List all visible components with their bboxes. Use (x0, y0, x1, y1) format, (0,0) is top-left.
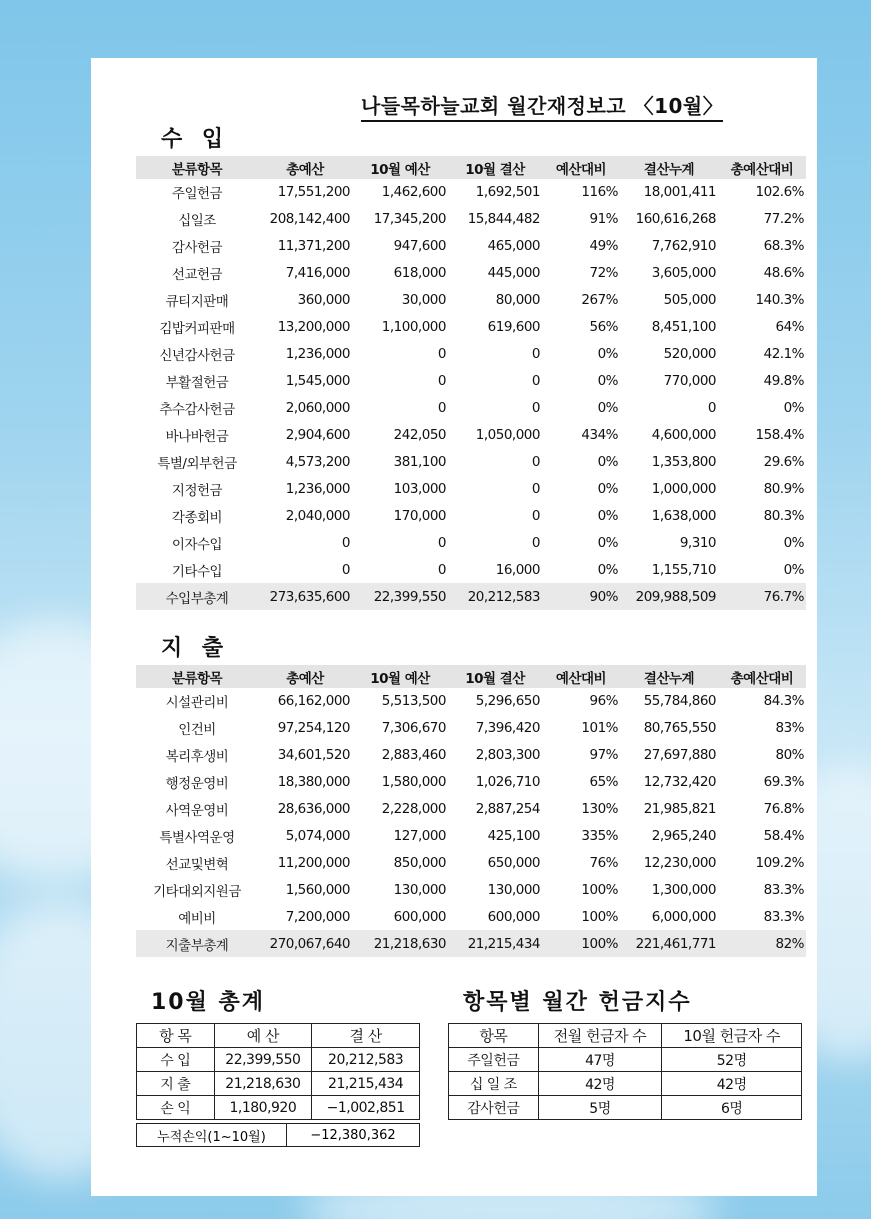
cell-value: 80% (775, 747, 804, 764)
cell-value: 0% (783, 399, 804, 416)
row-label: 감사헌금 (171, 240, 223, 257)
col-header: 분류항목 (136, 156, 258, 179)
cell-value: 1,580,000 (381, 774, 446, 791)
cell-value: 91% (589, 211, 618, 228)
cell-value: 80,765,550 (643, 720, 716, 737)
cell-value: 80,000 (495, 292, 540, 309)
table-row (136, 314, 806, 341)
cell-value: 17,345,200 (373, 211, 446, 228)
cell-value: 140.3% (755, 292, 804, 309)
cell-value: 12,732,420 (643, 774, 716, 791)
cell-value: 1,545,000 (285, 373, 350, 390)
cell-value: 221,461,771 (620, 930, 718, 957)
cell-value: 5,513,500 (381, 693, 446, 710)
cell-value: 770,000 (663, 373, 716, 390)
cell-value: 1,236,000 (285, 346, 350, 363)
expense-table (136, 665, 806, 957)
cell-value: 55,784,860 (643, 693, 716, 710)
cell-value: 83% (775, 720, 804, 737)
table-row (136, 904, 806, 931)
summary-item: 지 출 (137, 1072, 215, 1096)
cell-value: 11,200,000 (277, 855, 350, 872)
table-row (136, 823, 806, 850)
cell-value: 0% (597, 453, 618, 470)
cell-value: 15,844,482 (467, 211, 540, 228)
summary-row (137, 1048, 420, 1072)
cell-value: 109.2% (755, 855, 804, 872)
col-header: 예 산 (214, 1024, 312, 1048)
cash-prev: 5명 (538, 1096, 662, 1120)
cell-value: 0 (341, 561, 350, 578)
row-label: 시설관리비 (165, 695, 229, 712)
row-label: 주일헌금 (171, 186, 223, 203)
cell-value: 72% (589, 265, 618, 282)
cell-value: 76% (589, 855, 618, 872)
col-header: 10월 예산 (352, 156, 448, 179)
cell-value: 170,000 (393, 507, 446, 524)
col-header: 항목 (449, 1024, 539, 1048)
cell-value: 18,001,411 (643, 184, 716, 201)
col-header: 10월 결산 (448, 665, 542, 688)
cell-value: 520,000 (663, 346, 716, 363)
col-header: 결 산 (312, 1024, 420, 1048)
cell-value: 209,988,509 (620, 583, 718, 610)
table-row (136, 179, 806, 206)
cell-value: 130% (581, 801, 618, 818)
cell-value: 0% (597, 480, 618, 497)
report-title: 나들목하늘교회 월간재정보고 〈10월〉 (361, 94, 723, 122)
cell-value: 335% (581, 828, 618, 845)
cell-value: 29.6% (763, 453, 804, 470)
cell-value: 7,396,420 (475, 720, 540, 737)
cell-value: 97,254,120 (277, 720, 350, 737)
cell-value: 42.1% (763, 346, 804, 363)
table-row (136, 395, 806, 422)
cell-value: 0 (437, 373, 446, 390)
cell-value: 7,762,910 (651, 238, 716, 255)
row-label: 지정헌금 (171, 482, 223, 499)
cell-value: 12,230,000 (643, 855, 716, 872)
col-header: 항 목 (137, 1024, 215, 1048)
col-header: 결산누계 (620, 665, 718, 688)
cell-value: 850,000 (393, 855, 446, 872)
cash-row (449, 1072, 802, 1096)
cell-value: 1,560,000 (285, 882, 350, 899)
cell-value: 434% (581, 426, 618, 443)
income-table (136, 156, 806, 610)
table-row (136, 850, 806, 877)
cell-value: 0 (531, 399, 540, 416)
cell-value: 11,371,200 (277, 238, 350, 255)
total-row (136, 583, 806, 610)
cell-value: 2,883,460 (381, 747, 446, 764)
cell-value: 0% (597, 561, 618, 578)
cell-value: 76.8% (763, 801, 804, 818)
cell-value: 4,600,000 (651, 426, 716, 443)
cell-value: 83.3% (763, 882, 804, 899)
cell-value: 0% (597, 507, 618, 524)
table-row (136, 341, 806, 368)
row-label: 부활절헌금 (165, 375, 229, 392)
cumulative-value: −12,380,362 (310, 1127, 396, 1143)
cell-value: 64% (775, 319, 804, 336)
cash-row (449, 1048, 802, 1072)
expense-heading: 지 출 (161, 636, 230, 661)
table-row (136, 796, 806, 823)
table-row (136, 688, 806, 715)
cumulative-profit-box (136, 1123, 420, 1147)
cell-value: 1,300,000 (651, 882, 716, 899)
cell-value: 27,697,880 (643, 747, 716, 764)
table-row (136, 556, 806, 583)
cell-value: 90% (542, 583, 620, 610)
cell-value: 2,803,300 (475, 747, 540, 764)
cell-value: 0 (437, 534, 446, 551)
cell-value: 1,638,000 (651, 507, 716, 524)
cell-value: 30,000 (401, 292, 446, 309)
cell-value: 160,616,268 (635, 211, 716, 228)
table-row (136, 260, 806, 287)
col-header: 10월 결산 (448, 156, 542, 179)
summary-table (136, 1023, 420, 1120)
row-label: 특별사역운영 (159, 830, 235, 847)
cell-value: 21,218,630 (352, 930, 448, 957)
cell-value: 600,000 (487, 908, 540, 925)
cell-value: 0% (597, 346, 618, 363)
cash-current: 42명 (662, 1072, 802, 1096)
table-row (136, 715, 806, 742)
row-label: 수입부총계 (136, 583, 258, 610)
cell-value: 34,601,520 (277, 747, 350, 764)
row-label: 각종회비 (171, 509, 223, 526)
table-row (136, 421, 806, 448)
cell-value: 425,100 (487, 828, 540, 845)
summary-item: 손 익 (137, 1096, 215, 1120)
row-label: 십일조 (178, 213, 216, 230)
cell-value: 49.8% (763, 373, 804, 390)
cell-value: 267% (581, 292, 618, 309)
table-row (136, 206, 806, 233)
cell-value: 381,100 (393, 453, 446, 470)
cash-table (448, 1023, 802, 1120)
row-label: 김밥커피판매 (159, 321, 235, 338)
cell-value: 465,000 (487, 238, 540, 255)
cell-value: 2,040,000 (285, 507, 350, 524)
cell-value: 0 (531, 346, 540, 363)
cell-value: 103,000 (393, 480, 446, 497)
cell-value: 97% (589, 747, 618, 764)
cell-value: 2,228,000 (381, 801, 446, 818)
row-label: 복리후생비 (165, 749, 229, 766)
cash-header-row (449, 1024, 802, 1048)
cell-value: 7,306,670 (381, 720, 446, 737)
cell-value: 65% (589, 774, 618, 791)
cash-item: 십 일 조 (449, 1072, 539, 1096)
cell-value: 273,635,600 (258, 583, 352, 610)
cell-value: 69.3% (763, 774, 804, 791)
table-row (136, 877, 806, 904)
cell-value: 445,000 (487, 265, 540, 282)
cash-heading: 항목별 월간 헌금지수 (463, 990, 692, 1015)
cell-value: 80.9% (763, 480, 804, 497)
cell-value: 1,050,000 (475, 426, 540, 443)
col-header: 총예산 (258, 156, 352, 179)
cell-value: 100% (581, 908, 618, 925)
cell-value: 0 (341, 534, 350, 551)
cell-value: 505,000 (663, 292, 716, 309)
cell-value: 0% (783, 534, 804, 551)
row-label: 기타수입 (171, 563, 223, 580)
cell-value: 5,296,650 (475, 693, 540, 710)
cash-current: 6명 (662, 1096, 802, 1120)
table-row (136, 529, 806, 556)
cell-value: 2,904,600 (285, 426, 350, 443)
income-header-row (136, 156, 806, 179)
summary-actual: 21,215,434 (312, 1072, 420, 1096)
table-row (136, 287, 806, 314)
row-label: 특별/외부헌금 (157, 455, 237, 472)
cash-item: 주일헌금 (449, 1048, 539, 1072)
expense-rows (136, 688, 806, 957)
cell-value: 116% (581, 184, 618, 201)
income-heading: 수 입 (161, 127, 230, 152)
cell-value: 208,142,400 (269, 211, 350, 228)
cell-value: 68.3% (763, 238, 804, 255)
row-label: 큐티지판매 (165, 294, 229, 311)
cell-value: 18,380,000 (277, 774, 350, 791)
col-header: 10월 헌금자 수 (662, 1024, 802, 1048)
summary-row (137, 1096, 420, 1120)
cash-row (449, 1096, 802, 1120)
cell-value: 2,965,240 (651, 828, 716, 845)
row-label: 이자수입 (171, 536, 223, 553)
cell-value: 101% (581, 720, 618, 737)
cell-value: 21,985,821 (643, 801, 716, 818)
cell-value: 600,000 (393, 908, 446, 925)
summary-row (137, 1072, 420, 1096)
table-row (136, 233, 806, 260)
table-row (136, 368, 806, 395)
cell-value: 0 (531, 534, 540, 551)
cell-value: 100% (542, 930, 620, 957)
cell-value: 84.3% (763, 693, 804, 710)
cell-value: 0% (597, 399, 618, 416)
table-row (136, 502, 806, 529)
row-label: 기타대외지원금 (153, 884, 241, 901)
cell-value: 22,399,550 (352, 583, 448, 610)
income-rows (136, 179, 806, 610)
cash-item: 감사헌금 (449, 1096, 539, 1120)
cell-value: 0 (531, 373, 540, 390)
cell-value: 619,600 (487, 319, 540, 336)
col-header: 예산대비 (542, 665, 620, 688)
summary-actual: −1,002,851 (312, 1096, 420, 1120)
col-header: 10월 예산 (352, 665, 448, 688)
cell-value: 1,462,600 (381, 184, 446, 201)
total-row (136, 930, 806, 957)
cell-value: 0 (707, 399, 716, 416)
cell-value: 56% (589, 319, 618, 336)
summary-budget: 21,218,630 (214, 1072, 312, 1096)
cell-value: 9,310 (679, 534, 716, 551)
cash-prev: 47명 (538, 1048, 662, 1072)
cell-value: 100% (581, 882, 618, 899)
cell-value: 3,605,000 (651, 265, 716, 282)
table-row (136, 448, 806, 475)
cell-value: 16,000 (495, 561, 540, 578)
cell-value: 127,000 (393, 828, 446, 845)
cell-value: 0% (597, 373, 618, 390)
cell-value: 58.4% (763, 828, 804, 845)
summary-actual: 20,212,583 (312, 1048, 420, 1072)
cell-value: 0 (437, 399, 446, 416)
table-row (136, 742, 806, 769)
cell-value: 48.6% (763, 265, 804, 282)
cell-value: 76.7% (718, 583, 806, 610)
row-label: 신년감사헌금 (159, 348, 235, 365)
report-page (91, 58, 817, 1196)
cell-value: 5,074,000 (285, 828, 350, 845)
cell-value: 1,236,000 (285, 480, 350, 497)
col-header: 결산누계 (620, 156, 718, 179)
summary-heading: 10월 총계 (151, 990, 266, 1015)
cell-value: 0 (437, 561, 446, 578)
cell-value: 102.6% (755, 184, 804, 201)
col-header: 분류항목 (136, 665, 258, 688)
cell-value: 158.4% (755, 426, 804, 443)
row-label: 인건비 (178, 722, 216, 739)
cell-value: 0 (531, 480, 540, 497)
summary-budget: 22,399,550 (214, 1048, 312, 1072)
cash-prev: 42명 (538, 1072, 662, 1096)
cell-value: 77.2% (763, 211, 804, 228)
cell-value: 360,000 (297, 292, 350, 309)
cell-value: 1,100,000 (381, 319, 446, 336)
cell-value: 4,573,200 (285, 453, 350, 470)
cell-value: 7,416,000 (285, 265, 350, 282)
row-label: 선교및변혁 (165, 857, 229, 874)
table-row (136, 769, 806, 796)
row-label: 행정운영비 (165, 776, 229, 793)
cell-value: 8,451,100 (651, 319, 716, 336)
cell-value: 28,636,000 (277, 801, 350, 818)
col-header: 예산대비 (542, 156, 620, 179)
cell-value: 80.3% (763, 507, 804, 524)
cell-value: 49% (589, 238, 618, 255)
row-label: 추수감사헌금 (159, 401, 235, 418)
expense-header-row (136, 665, 806, 688)
cell-value: 13,200,000 (277, 319, 350, 336)
cell-value: 1,692,501 (475, 184, 540, 201)
cell-value: 0 (531, 453, 540, 470)
cash-current: 52명 (662, 1048, 802, 1072)
summary-header-row (137, 1024, 420, 1048)
cell-value: 650,000 (487, 855, 540, 872)
cell-value: 82% (718, 930, 806, 957)
summary-item: 수 입 (137, 1048, 215, 1072)
cell-value: 2,060,000 (285, 399, 350, 416)
cell-value: 1,000,000 (651, 480, 716, 497)
cell-value: 7,200,000 (285, 908, 350, 925)
row-label: 지출부총계 (136, 930, 258, 957)
cell-value: 6,000,000 (651, 908, 716, 925)
cell-value: 20,212,583 (448, 583, 542, 610)
cell-value: 83.3% (763, 908, 804, 925)
cell-value: 0 (531, 507, 540, 524)
cell-value: 0% (783, 561, 804, 578)
cell-value: 947,600 (393, 238, 446, 255)
col-header: 총예산대비 (718, 156, 806, 179)
cell-value: 96% (589, 693, 618, 710)
col-header: 전월 헌금자 수 (538, 1024, 662, 1048)
table-row (136, 475, 806, 502)
cell-value: 618,000 (393, 265, 446, 282)
cell-value: 270,067,640 (258, 930, 352, 957)
cell-value: 130,000 (393, 882, 446, 899)
row-label: 선교헌금 (171, 267, 223, 284)
cell-value: 2,887,254 (475, 801, 540, 818)
row-label: 바나바헌금 (165, 428, 229, 445)
col-header: 총예산 (258, 665, 352, 688)
cell-value: 242,050 (393, 426, 446, 443)
cumulative-label: 누적손익(1~10월) (137, 1124, 287, 1146)
cell-value: 1,353,800 (651, 453, 716, 470)
row-label: 예비비 (178, 910, 216, 927)
cell-value: 1,026,710 (475, 774, 540, 791)
row-label: 사역운영비 (165, 803, 229, 820)
col-header: 총예산대비 (718, 665, 806, 688)
cell-value: 1,155,710 (651, 561, 716, 578)
cell-value: 130,000 (487, 882, 540, 899)
cell-value: 0% (597, 534, 618, 551)
cell-value: 0 (437, 346, 446, 363)
cell-value: 66,162,000 (277, 693, 350, 710)
cell-value: 21,215,434 (448, 930, 542, 957)
cell-value: 17,551,200 (277, 184, 350, 201)
summary-budget: 1,180,920 (214, 1096, 312, 1120)
